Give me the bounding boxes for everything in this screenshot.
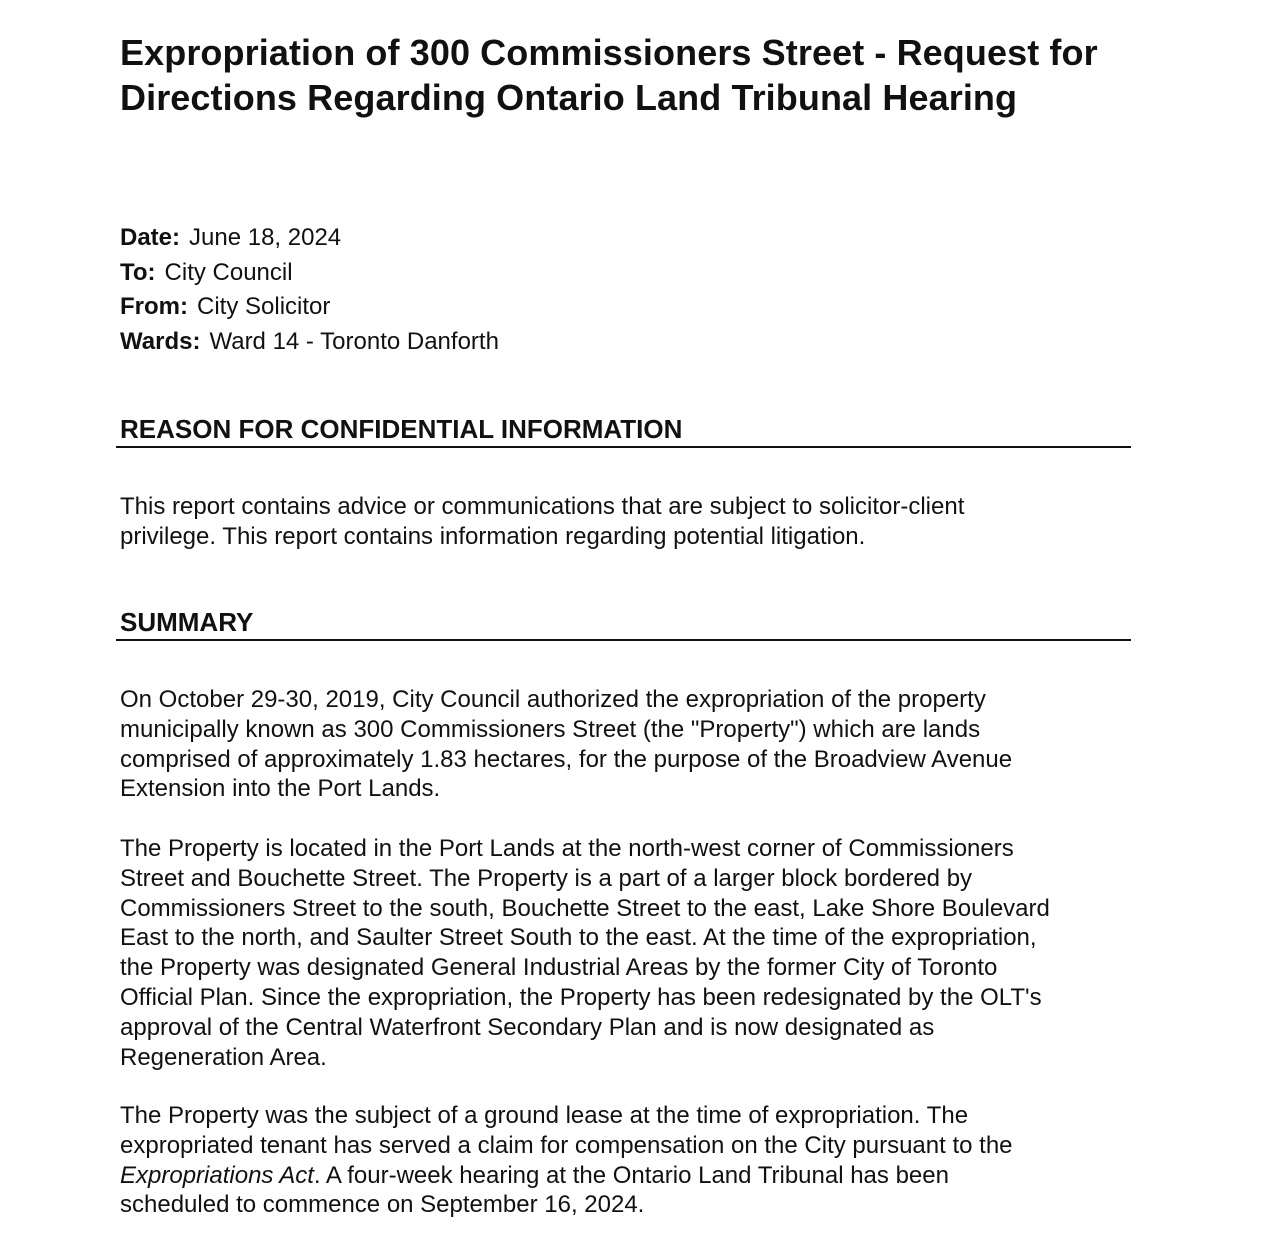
- meta-date-row: [120, 221, 499, 256]
- meta-from-row: [120, 290, 499, 325]
- meta-date-value: June 18, 2024: [189, 224, 342, 251]
- summary-paragraph-1: On October 29-30, 2019, City Council authorized the expropriation of the property municipally known as 300 Commissioners Street (the "Property") which are lands comprised of approximately 1.83 hectares, for the purpose of the Broadview Avenue Extension into the Port Lands.: [120, 686, 1013, 803]
- meta-from-label: From:: [120, 293, 188, 320]
- meta-wards-label: Wards:: [120, 327, 201, 355]
- summary-paragraph-3: [120, 1101, 1013, 1220]
- meta-date-label: Date:: [120, 224, 181, 251]
- summary-paragraph-3-part-1: The Property was the subject of a ground lease at the time of expropriation. The expropriated tenant has served a claim for compensation on the City pursuant to the: [120, 1102, 1013, 1159]
- reason-paragraph: This report contains advice or communications that are subject to solicitor-client privilege. This report contains information regarding potential litigation.: [120, 493, 965, 550]
- expropriations-act-reference: Expropriations Act: [120, 1161, 314, 1189]
- summary-section-heading: SUMMARY: [116, 607, 1131, 641]
- summary-paragraph-3-part-2: . A four-week hearing at the Ontario Land Tribunal has been scheduled to commence on September 16, 2024.: [120, 1161, 949, 1219]
- meta-to-value: City Council: [164, 258, 293, 286]
- reason-section-heading: REASON FOR CONFIDENTIAL INFORMATION: [116, 414, 1131, 448]
- report-metadata: [120, 221, 499, 359]
- meta-from-value: City Solicitor: [197, 293, 331, 320]
- meta-to-row: [120, 256, 499, 291]
- summary-paragraph-2: The Property is located in the Port Lands at the north-west corner of Commissioners Street and Bouchette Street. The Property is a part of a larger block bordered by Commissioners Street to the south, Bouchette Street to the east, Lake Shore Boulevard East to the north, and Saulter Street South to the east. At the time of the expropriation, the Property was designated General Industrial Areas by the former City of Toronto Official Plan. Since the expropriation, the Property has been redesignated by the OLT's approval of the Central Waterfront Secondary Plan and is now designated as Regeneration Area.: [120, 835, 1050, 1071]
- meta-wards-value: Ward 14 - Toronto Danforth: [209, 327, 499, 355]
- report-title: Expropriation of 300 Commissioners Street - Request for Directions Regarding Ontario Land Tribunal Hearing: [120, 32, 1098, 118]
- meta-wards-row: [120, 325, 499, 360]
- meta-to-label: To:: [120, 258, 156, 286]
